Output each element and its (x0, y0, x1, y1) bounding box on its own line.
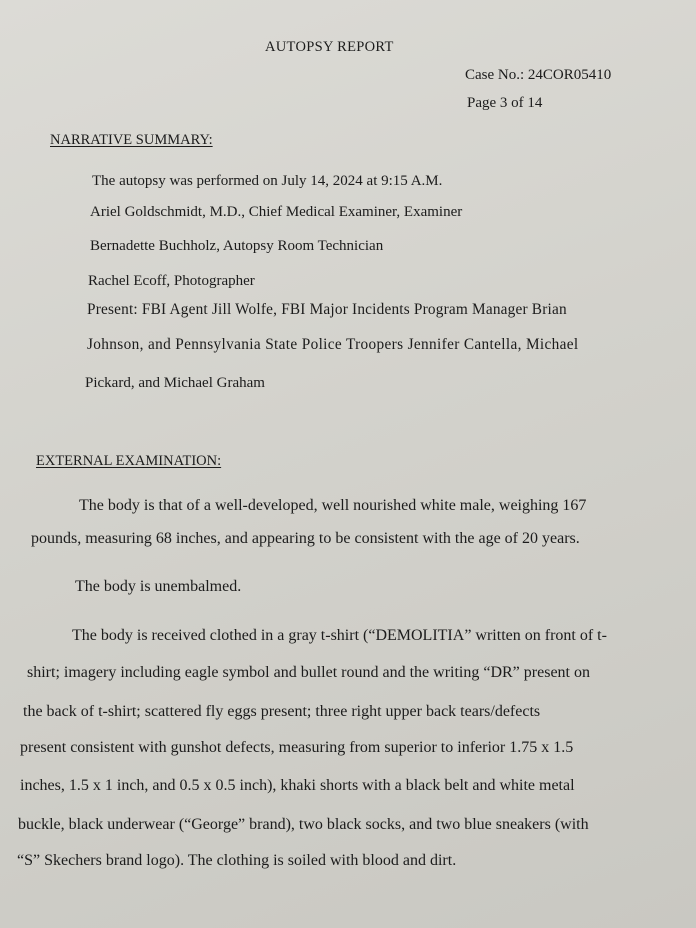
narrative-summary-heading: NARRATIVE SUMMARY: (50, 132, 213, 148)
examination-line: pounds, measuring 68 inches, and appearing to be consistent with the age of 20 years. (31, 530, 580, 547)
examination-line: present consistent with gunshot defects, measuring from superior to inferior 1.75 x 1.5 (20, 739, 574, 756)
narrative-line: The autopsy was performed on July 14, 2024 at 9:15 A.M. (92, 173, 443, 189)
narrative-line: Rachel Ecoff, Photographer (88, 273, 255, 289)
page-number: Page 3 of 14 (467, 95, 543, 111)
external-examination-heading: EXTERNAL EXAMINATION: (36, 453, 222, 469)
examination-line: the back of t-shirt; scattered fly eggs present; three right upper back tears/defects (23, 703, 541, 720)
examination-line: The body is unembalmed. (75, 578, 242, 595)
examination-line: buckle, black underwear (“George” brand), two black socks, and two blue sneakers (with (18, 816, 589, 833)
examination-line: shirt; imagery including eagle symbol and bullet round and the writing “DR” present on (27, 664, 590, 681)
report-title: AUTOPSY REPORT (265, 39, 394, 55)
examination-line: The body is received clothed in a gray t-shirt (“DEMOLITIA” written on front of t- (72, 627, 607, 644)
narrative-line: Bernadette Buchholz, Autopsy Room Technician (90, 238, 384, 254)
case-number: Case No.: 24COR05410 (465, 67, 612, 83)
narrative-line: Ariel Goldschmidt, M.D., Chief Medical Examiner, Examiner (90, 204, 463, 220)
narrative-line: Present: FBI Agent Jill Wolfe, FBI Major Incidents Program Manager Brian (87, 301, 567, 318)
narrative-line: Johnson, and Pennsylvania State Police Troopers Jennifer Cantella, Michael (87, 336, 579, 353)
examination-line: The body is that of a well-developed, well nourished white male, weighing 167 (79, 497, 587, 514)
examination-line: “S” Skechers brand logo). The clothing is soiled with blood and dirt. (17, 852, 457, 869)
examination-line: inches, 1.5 x 1 inch, and 0.5 x 0.5 inch), khaki shorts with a black belt and white metal (20, 777, 575, 794)
narrative-line: Pickard, and Michael Graham (85, 375, 265, 391)
